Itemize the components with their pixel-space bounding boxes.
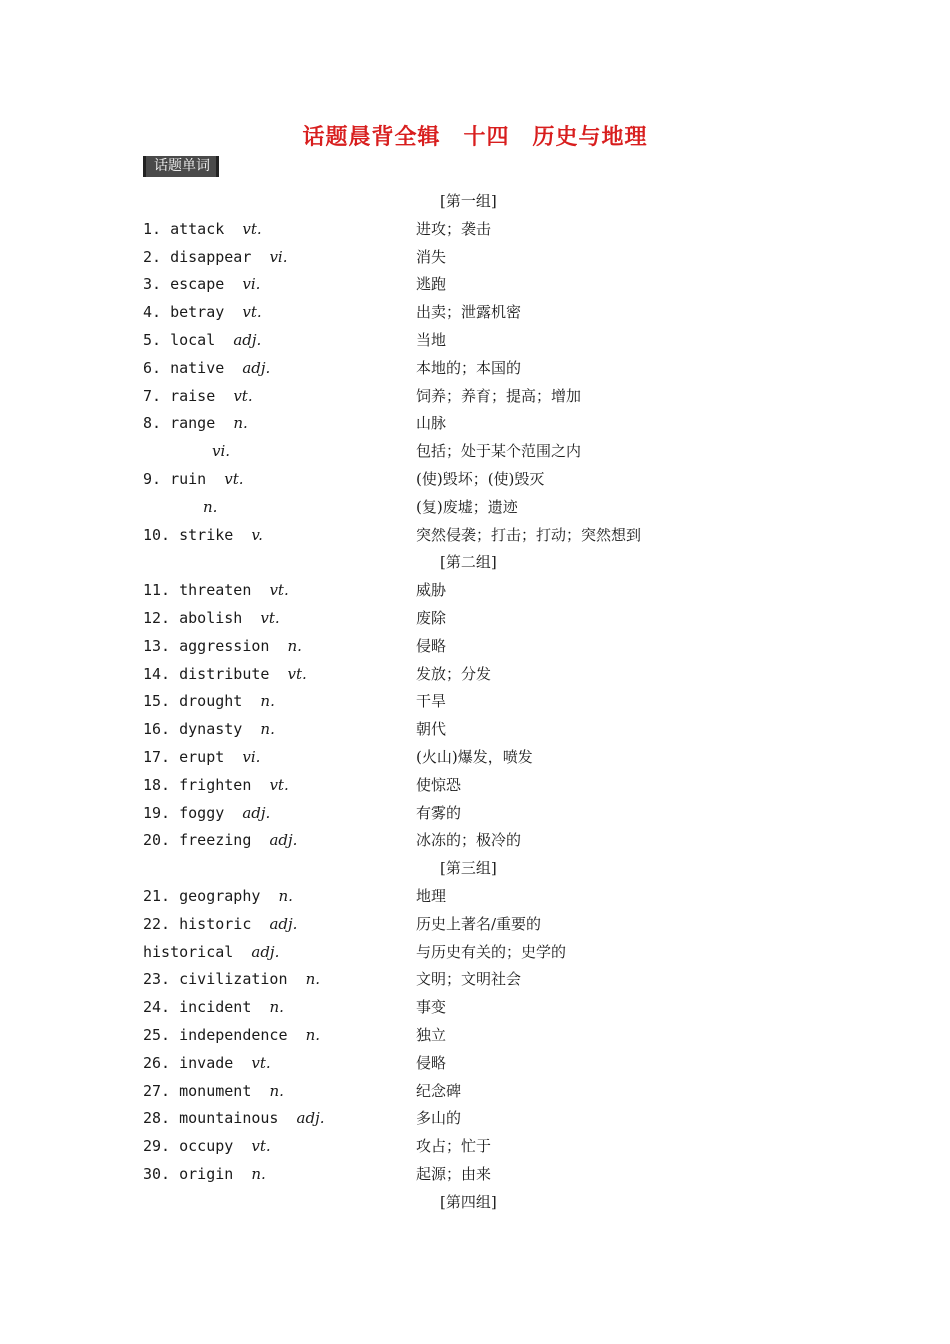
vocab-row [0, 244, 950, 272]
part-of-speech: vi. [242, 747, 261, 766]
part-of-speech: v. [251, 525, 263, 544]
chinese-meaning: 侵略 [416, 1053, 447, 1072]
word-entry [143, 1078, 284, 1106]
item-number: 2. [143, 247, 162, 266]
part-of-speech: n. [287, 636, 302, 655]
item-number: 27. [143, 1081, 171, 1100]
word-entry [143, 1050, 271, 1078]
word-entry [143, 383, 253, 411]
english-word: betray [170, 303, 225, 322]
english-word: historic [179, 914, 252, 933]
item-number: 6. [143, 358, 162, 377]
group-label: [第三组] [440, 859, 497, 878]
english-word: local [170, 330, 216, 349]
word-entry [143, 522, 263, 550]
part-of-speech: n. [203, 497, 218, 516]
vocab-row [0, 466, 950, 494]
english-word: ruin [170, 469, 207, 488]
word-entry [143, 827, 297, 855]
chinese-meaning: (火山)爆发，喷发 [416, 747, 533, 766]
chinese-meaning: 逃跑 [416, 275, 447, 294]
item-number: 5. [143, 330, 162, 349]
chinese-meaning: 山脉 [416, 414, 447, 433]
vocab-row [0, 800, 950, 828]
part-of-speech: n. [260, 692, 275, 711]
chinese-meaning: 纪念碑 [416, 1081, 462, 1100]
item-number: 26. [143, 1053, 171, 1072]
item-number: 4. [143, 303, 162, 322]
word-entry [143, 605, 280, 633]
vocab-row [0, 410, 950, 438]
chinese-meaning: 饲养；养育；提高；增加 [416, 386, 582, 405]
chinese-meaning: 发放；分发 [416, 664, 492, 683]
word-entry [143, 244, 287, 272]
english-word: freezing [179, 831, 252, 850]
item-number: 8. [143, 414, 162, 433]
chinese-meaning: 地理 [416, 886, 447, 905]
english-word: native [170, 358, 225, 377]
word-entry [143, 994, 284, 1022]
vocab-row [0, 716, 950, 744]
english-word: attack [170, 219, 225, 238]
item-number: 20. [143, 831, 171, 850]
vocab-row [0, 661, 950, 689]
part-of-speech: vt. [233, 386, 253, 405]
chinese-meaning: 突然侵袭；打击；打动；突然想到 [416, 525, 642, 544]
chinese-meaning: 侵略 [416, 636, 447, 655]
chinese-meaning: 干旱 [416, 692, 447, 711]
part-of-speech: adj. [242, 803, 271, 822]
chinese-meaning: 出卖；泄露机密 [416, 303, 522, 322]
part-of-speech: n. [233, 414, 248, 433]
chinese-meaning: 使惊恐 [416, 775, 462, 794]
word-entry [143, 744, 260, 772]
chinese-meaning: 威胁 [416, 581, 447, 600]
part-of-speech: adj. [269, 914, 298, 933]
part-of-speech: adj. [233, 330, 262, 349]
part-of-speech: n. [269, 1081, 284, 1100]
part-of-speech: n. [305, 1025, 320, 1044]
word-entry [143, 800, 270, 828]
part-of-speech: vt. [269, 775, 289, 794]
part-of-speech: n. [278, 886, 293, 905]
english-word: escape [170, 275, 225, 294]
chinese-meaning: 文明；文明社会 [416, 970, 522, 989]
section-tag: 话题单词 [143, 156, 219, 177]
item-number: 15. [143, 692, 171, 711]
vocab-row [0, 994, 950, 1022]
chinese-meaning: 历史上著名/重要的 [416, 914, 542, 933]
part-of-speech: vt. [242, 303, 262, 322]
part-of-speech: adj. [242, 358, 271, 377]
word-entry [143, 939, 279, 967]
english-word: abolish [179, 608, 243, 627]
english-word: erupt [179, 747, 225, 766]
english-word: historical [143, 942, 234, 961]
chinese-meaning: 当地 [416, 330, 447, 349]
word-entry [143, 772, 289, 800]
english-word: range [170, 414, 216, 433]
group-label: [第一组] [440, 192, 497, 210]
vocab-row [0, 1105, 950, 1133]
english-word: raise [170, 386, 216, 405]
english-word: geography [179, 886, 261, 905]
item-number: 23. [143, 970, 171, 989]
part-of-speech: adj. [269, 831, 298, 850]
group-label: [第二组] [440, 553, 497, 572]
english-word: disappear [170, 247, 252, 266]
english-word: origin [179, 1164, 234, 1183]
item-number: 16. [143, 720, 171, 739]
group-heading [0, 188, 950, 216]
word-entry [143, 1161, 266, 1189]
vocab-row [0, 494, 950, 522]
chinese-meaning: 冰冻的；极冷的 [416, 831, 522, 850]
vocab-row [0, 1161, 950, 1189]
word-entry [143, 1133, 271, 1161]
chinese-meaning: 与历史有关的；史学的 [416, 942, 567, 961]
part-of-speech: n. [305, 970, 320, 989]
word-entry [143, 271, 260, 299]
vocab-row [0, 355, 950, 383]
chinese-meaning: 包括；处于某个范围之内 [416, 442, 582, 461]
english-word: strike [179, 525, 234, 544]
english-word: dynasty [179, 720, 243, 739]
vocab-row [0, 744, 950, 772]
part-of-speech: vt. [242, 219, 262, 238]
vocab-row [0, 299, 950, 327]
item-number: 18. [143, 775, 171, 794]
english-word: independence [179, 1025, 288, 1044]
english-word: incident [179, 998, 252, 1017]
vocab-row [0, 216, 950, 244]
group-heading [0, 1189, 950, 1217]
part-of-speech: adj. [296, 1109, 325, 1128]
word-entry [143, 299, 262, 327]
part-of-speech: n. [251, 1164, 266, 1183]
item-number: 11. [143, 581, 171, 600]
item-number: 3. [143, 275, 162, 294]
vocab-list [0, 188, 950, 1216]
word-entry [143, 1105, 325, 1133]
english-word: distribute [179, 664, 270, 683]
word-entry [143, 216, 262, 244]
english-word: mountainous [179, 1109, 279, 1128]
chinese-meaning: 进攻；袭击 [416, 219, 492, 238]
vocab-row [0, 605, 950, 633]
vocab-row [0, 633, 950, 661]
vocab-row [0, 966, 950, 994]
item-number: 9. [143, 469, 162, 488]
vocab-row [0, 1078, 950, 1106]
english-word: threaten [179, 581, 252, 600]
item-number: 28. [143, 1109, 171, 1128]
part-of-speech: vt. [260, 608, 280, 627]
part-of-speech: vt. [287, 664, 307, 683]
part-of-speech: n. [269, 998, 284, 1017]
item-number: 24. [143, 998, 171, 1017]
vocab-row [0, 911, 950, 939]
chinese-meaning: 起源；由来 [416, 1164, 492, 1183]
word-entry [143, 633, 302, 661]
vocab-row [0, 327, 950, 355]
vocab-row [0, 438, 950, 466]
chinese-meaning: 事变 [416, 998, 447, 1017]
english-word: monument [179, 1081, 252, 1100]
vocab-row [0, 827, 950, 855]
word-entry [143, 327, 261, 355]
english-word: occupy [179, 1137, 234, 1156]
english-word: invade [179, 1053, 234, 1072]
part-of-speech: adj. [251, 942, 280, 961]
word-entry [143, 716, 275, 744]
vocab-row [0, 883, 950, 911]
vocab-row [0, 271, 950, 299]
chinese-meaning: 消失 [416, 247, 447, 266]
english-word: drought [179, 692, 243, 711]
english-word: frighten [179, 775, 252, 794]
chinese-meaning: 有雾的 [416, 803, 462, 822]
item-number: 7. [143, 386, 162, 405]
vocab-row [0, 1022, 950, 1050]
chinese-meaning: (使)毁坏；(使)毁灭 [416, 469, 545, 488]
word-entry [143, 883, 293, 911]
english-word: aggression [179, 636, 270, 655]
vocab-row [0, 939, 950, 967]
vocab-row [0, 1133, 950, 1161]
item-number: 25. [143, 1025, 171, 1044]
item-number: 19. [143, 803, 171, 822]
chinese-meaning: 朝代 [416, 720, 447, 739]
item-number: 1. [143, 219, 162, 238]
item-number: 29. [143, 1137, 171, 1156]
vocab-row [0, 577, 950, 605]
word-entry [143, 688, 275, 716]
part-of-speech: n. [260, 720, 275, 739]
chinese-meaning: 本地的；本国的 [416, 358, 522, 377]
chinese-meaning: (复)废墟；遗迹 [416, 497, 518, 516]
part-of-speech: vt. [269, 581, 289, 600]
part-of-speech: vt. [251, 1137, 271, 1156]
item-number: 17. [143, 747, 171, 766]
group-heading [0, 549, 950, 577]
word-entry [143, 466, 244, 494]
vocab-row [0, 522, 950, 550]
part-of-speech: vi. [269, 247, 288, 266]
item-number: 14. [143, 664, 171, 683]
item-number: 12. [143, 608, 171, 627]
item-number: 21. [143, 886, 171, 905]
vocab-row [0, 1050, 950, 1078]
item-number: 22. [143, 914, 171, 933]
vocab-row [0, 772, 950, 800]
word-entry [143, 355, 270, 383]
english-word: civilization [179, 970, 288, 989]
page-title: 话题晨背全辑 十四 历史与地理 [302, 125, 648, 150]
item-number: 10. [143, 525, 171, 544]
word-entry [143, 577, 289, 605]
word-entry [143, 410, 248, 438]
part-of-speech: vi. [242, 275, 261, 294]
vocab-row [0, 383, 950, 411]
vocab-row [0, 688, 950, 716]
part-of-speech: vi. [212, 442, 231, 461]
word-entry [143, 966, 320, 994]
english-word: foggy [179, 803, 225, 822]
item-number: 30. [143, 1164, 171, 1183]
word-entry [143, 661, 307, 689]
chinese-meaning: 攻占；忙于 [416, 1137, 492, 1156]
word-entry [143, 911, 297, 939]
group-heading [0, 855, 950, 883]
word-entry [143, 1022, 320, 1050]
part-of-speech: vt. [251, 1053, 271, 1072]
group-label: [第四组] [440, 1192, 497, 1211]
part-of-speech: vt. [224, 469, 244, 488]
chinese-meaning: 独立 [416, 1025, 447, 1044]
item-number: 13. [143, 636, 171, 655]
chinese-meaning: 废除 [416, 608, 447, 627]
chinese-meaning: 多山的 [416, 1109, 462, 1128]
